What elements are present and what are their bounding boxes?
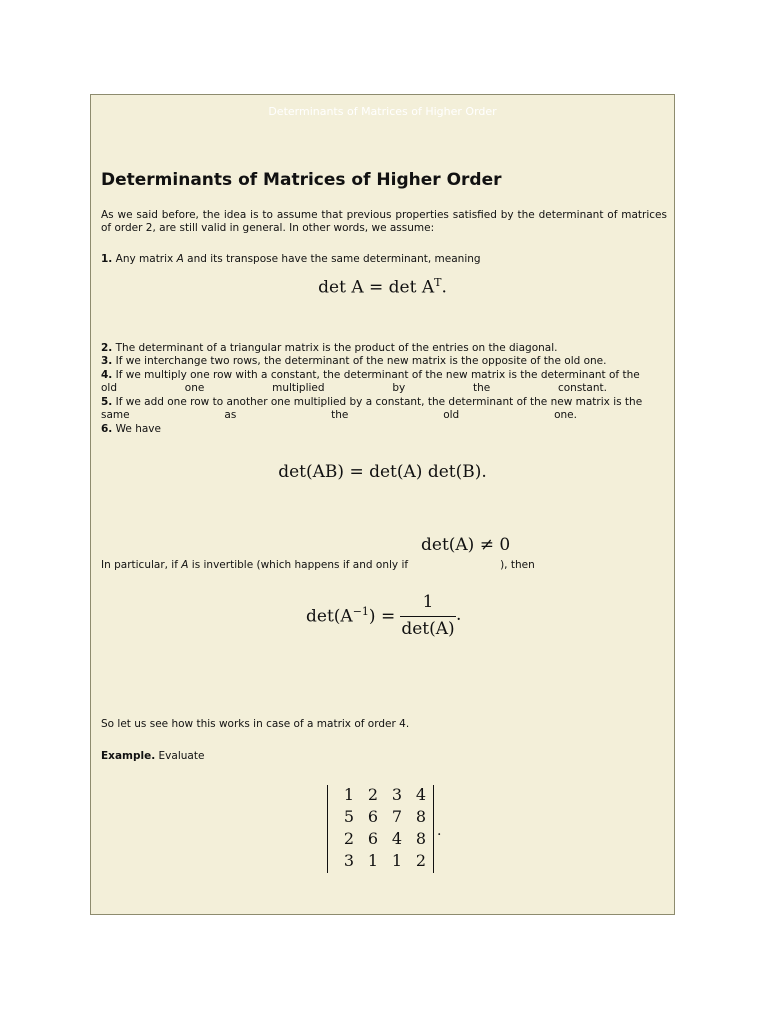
particular-pre: In particular, if: [101, 559, 182, 571]
item-1-var: A: [176, 253, 184, 265]
matrix-cell: 7: [391, 807, 403, 826]
matrix-cell: 2: [343, 829, 355, 848]
particular-post: ), then: [500, 559, 535, 571]
document-page: [90, 94, 675, 915]
item-4-word: old: [101, 382, 118, 395]
intro-paragraph: As we said before, the idea is to assume that previous properties satisfied by the determinant of matrices of order 2, are still valid in general. In other words, we assume:: [101, 209, 667, 235]
item-4-line1: If we multiply one row with a constant, the determinant of the new matrix is the determinant of the: [115, 369, 640, 381]
item-4-line2: [101, 382, 667, 395]
item-5-line1: If we add one row to another one multiplied by a constant, the determinant of the new matrix is the: [115, 396, 643, 408]
fraction-denominator: det(A): [401, 619, 455, 639]
matrix-right-bar: [433, 785, 434, 873]
item-4-word: by: [392, 382, 406, 395]
item-4-word: multiplied: [272, 382, 325, 395]
example-label: Example.: [101, 750, 156, 762]
item-6: [101, 423, 667, 436]
matrix-cell: 8: [415, 829, 427, 848]
order4-paragraph: So let us see how this works in case of a matrix of order 4.: [101, 718, 410, 730]
item-4-number: 4.: [101, 369, 113, 381]
inverse-sup: −1: [352, 605, 369, 618]
matrix-row: [337, 785, 433, 807]
item-5-word: as: [224, 409, 237, 422]
example-paragraph: [101, 750, 667, 763]
item-4-word: constant.: [557, 382, 607, 395]
item-3: [101, 355, 667, 368]
item-3-number: 3.: [101, 355, 113, 367]
eq1-sup: T: [434, 276, 442, 289]
item-1-pre: Any matrix: [115, 253, 177, 265]
item-1-post: and its transpose have the same determinant, meaning: [183, 253, 481, 265]
matrix-cell: 2: [367, 785, 379, 804]
matrix-cell: 3: [391, 785, 403, 804]
inverse-tail: .: [456, 605, 462, 625]
eq1-lhs: det A = det A: [318, 277, 435, 298]
inverse-rhs: ) =: [368, 606, 396, 627]
matrix-cell: 2: [415, 851, 427, 870]
matrix-cell: 3: [343, 851, 355, 870]
equation-nonzero: det(A) ≠ 0: [421, 535, 511, 555]
matrix-row: [337, 807, 433, 829]
eq1-tail: .: [441, 277, 447, 298]
matrix-tail: .: [437, 823, 442, 839]
page-title: Determinants of Matrices of Higher Order: [101, 170, 502, 190]
inverse-lhs-text: det(A: [306, 606, 353, 627]
item-5-line2: [101, 409, 667, 422]
matrix-cell: 4: [391, 829, 403, 848]
item-4-word: one: [184, 382, 205, 395]
matrix-cell: 1: [343, 785, 355, 804]
item-6-number: 6.: [101, 423, 113, 435]
matrix-cell: 8: [415, 807, 427, 826]
fraction-numerator: 1: [422, 592, 434, 612]
example-text: Evaluate: [155, 750, 205, 762]
matrix-row: [337, 829, 433, 851]
matrix-cell: 5: [343, 807, 355, 826]
particular-var: A: [181, 559, 189, 571]
fraction-bar: [400, 616, 456, 617]
item-3-text: If we interchange two rows, the determinant of the new matrix is the opposite of the old one.: [115, 355, 607, 367]
item-2: [101, 342, 667, 355]
matrix-row: [337, 851, 433, 873]
matrix-cell: 4: [415, 785, 427, 804]
particular-mid: is invertible (which happens if and only if: [188, 559, 409, 571]
item-5: [101, 396, 667, 423]
matrix-left-bar: [327, 785, 328, 873]
inverse-fraction: [400, 592, 456, 639]
item-6-text: We have: [115, 423, 161, 435]
item-1-number: 1.: [101, 253, 113, 265]
matrix-cell: 6: [367, 829, 379, 848]
item-2-text: The determinant of a triangular matrix is the product of the entries on the diagonal.: [115, 342, 558, 354]
header-title: Determinants of Matrices of Higher Order: [268, 105, 497, 118]
item-5-number: 5.: [101, 396, 113, 408]
matrix-grid: [337, 785, 433, 873]
item-5-word: the: [331, 409, 349, 422]
item-5-word: same: [101, 409, 130, 422]
equation-product: det(AB) = det(A) det(B).: [278, 462, 487, 482]
inverse-lhs: [306, 605, 395, 627]
item-5-word: one.: [554, 409, 577, 422]
item-4: [101, 369, 667, 396]
particular-paragraph: [101, 559, 667, 572]
matrix-cell: 1: [391, 851, 403, 870]
equation-transpose: [91, 276, 674, 298]
matrix-cell: 1: [367, 851, 379, 870]
matrix-cell: 6: [367, 807, 379, 826]
item-2-number: 2.: [101, 342, 113, 354]
item-1: [101, 253, 667, 266]
item-4-word: the: [472, 382, 491, 395]
item-5-word: old: [443, 409, 460, 422]
